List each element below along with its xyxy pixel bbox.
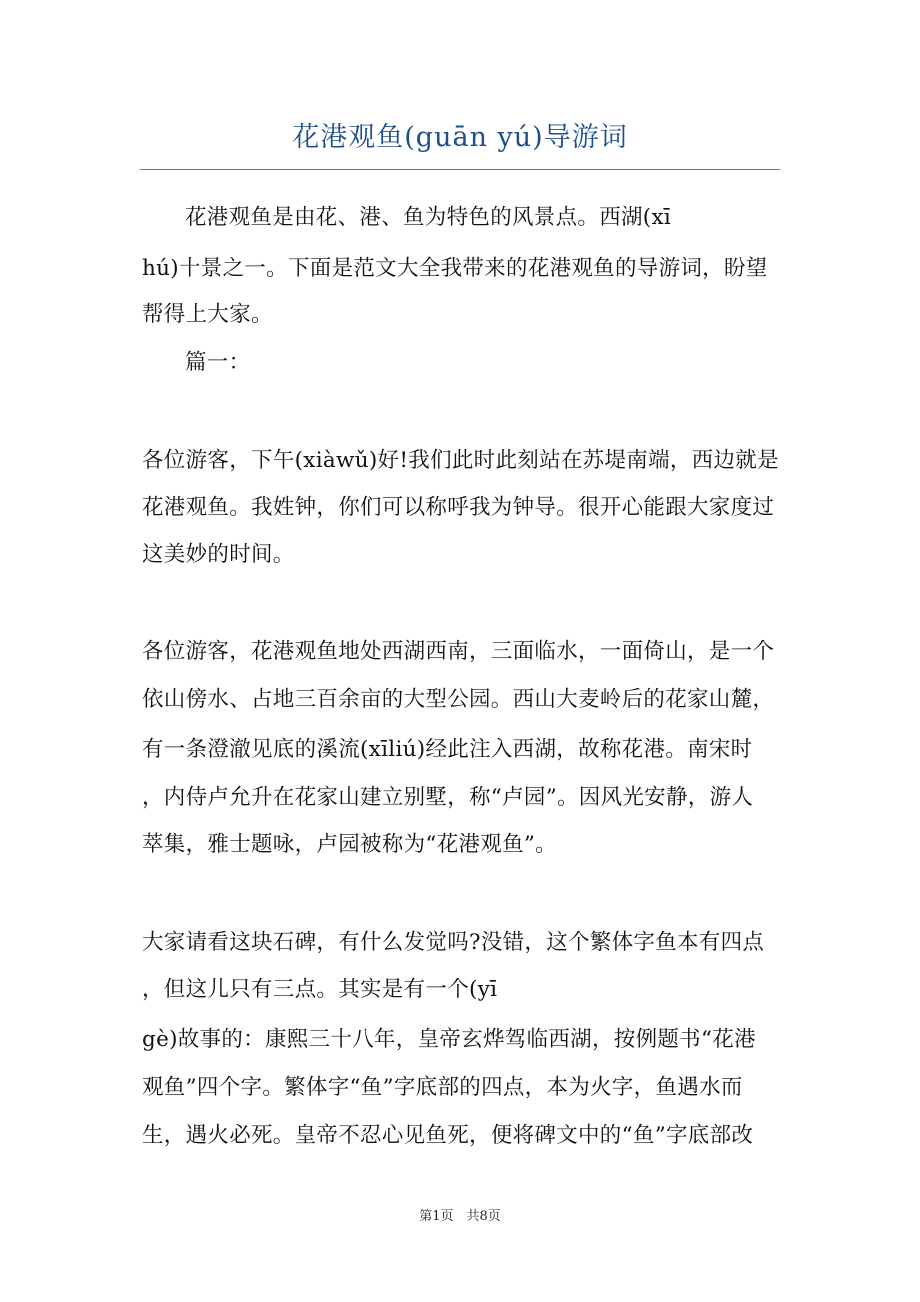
section-heading: 篇一： xyxy=(185,350,251,375)
page-number: 第1页 共8页 xyxy=(419,1209,501,1224)
paragraph-line: ，内侍卢允升在花家山建立别墅，称“卢园”。因风光安静，游人 xyxy=(142,785,754,810)
paragraph-line: 观鱼”四个字。繁体字“鱼”字底部的四点，本为火字，鱼遇水而 xyxy=(142,1075,743,1100)
paragraph-line: 各位游客，花港观鱼地处西湖西南，三面临水，一面倚山，是一个 xyxy=(142,639,775,664)
paragraph-line: 这美妙的时间。 xyxy=(142,542,295,567)
document-title: 花港观鱼(guān yú)导游词 xyxy=(292,122,628,153)
paragraph-line: 大家请看这块石碑，有什么发觉吗?没错，这个繁体字鱼本有四点 xyxy=(142,930,765,955)
title-underline xyxy=(140,169,780,170)
paragraph-line: 生，遇火必死。皇帝不忍心见鱼死，便将碑文中的“鱼”字底部改 xyxy=(142,1123,754,1148)
paragraph-line: hú)十景之一。下面是范文大全我带来的花港观鱼的导游词，盼望 xyxy=(142,256,768,281)
paragraph-line: 萃集，雅士题咏，卢园被称为“花港观鱼”。 xyxy=(142,832,557,857)
paragraph-line: 依山傍水、占地三百余亩的大型公园。西山大麦岭后的花家山麓， xyxy=(142,687,775,712)
paragraph-line: gè)故事的：康熙三十八年，皇帝玄烨驾临西湖，按例题书“花港 xyxy=(142,1027,756,1052)
paragraph-line: 花港观鱼。我姓钟，你们可以称呼我为钟导。很开心能跟大家度过 xyxy=(142,495,775,520)
paragraph-line: ，但这儿只有三点。其实是有一个(yī xyxy=(142,977,498,1002)
paragraph-line: 有一条澄澈见底的溪流(xīliú)经此注入西湖，故称花港。南宋时 xyxy=(142,737,753,762)
paragraph-line: 帮得上大家。 xyxy=(142,302,273,327)
paragraph-line: 各位游客，下午(xiàwǔ)好!我们此时此刻站在苏堤南端，西边就是 xyxy=(142,448,779,473)
paragraph-line: 花港观鱼是由花、港、鱼为特色的风景点。西湖(xī xyxy=(185,205,672,230)
